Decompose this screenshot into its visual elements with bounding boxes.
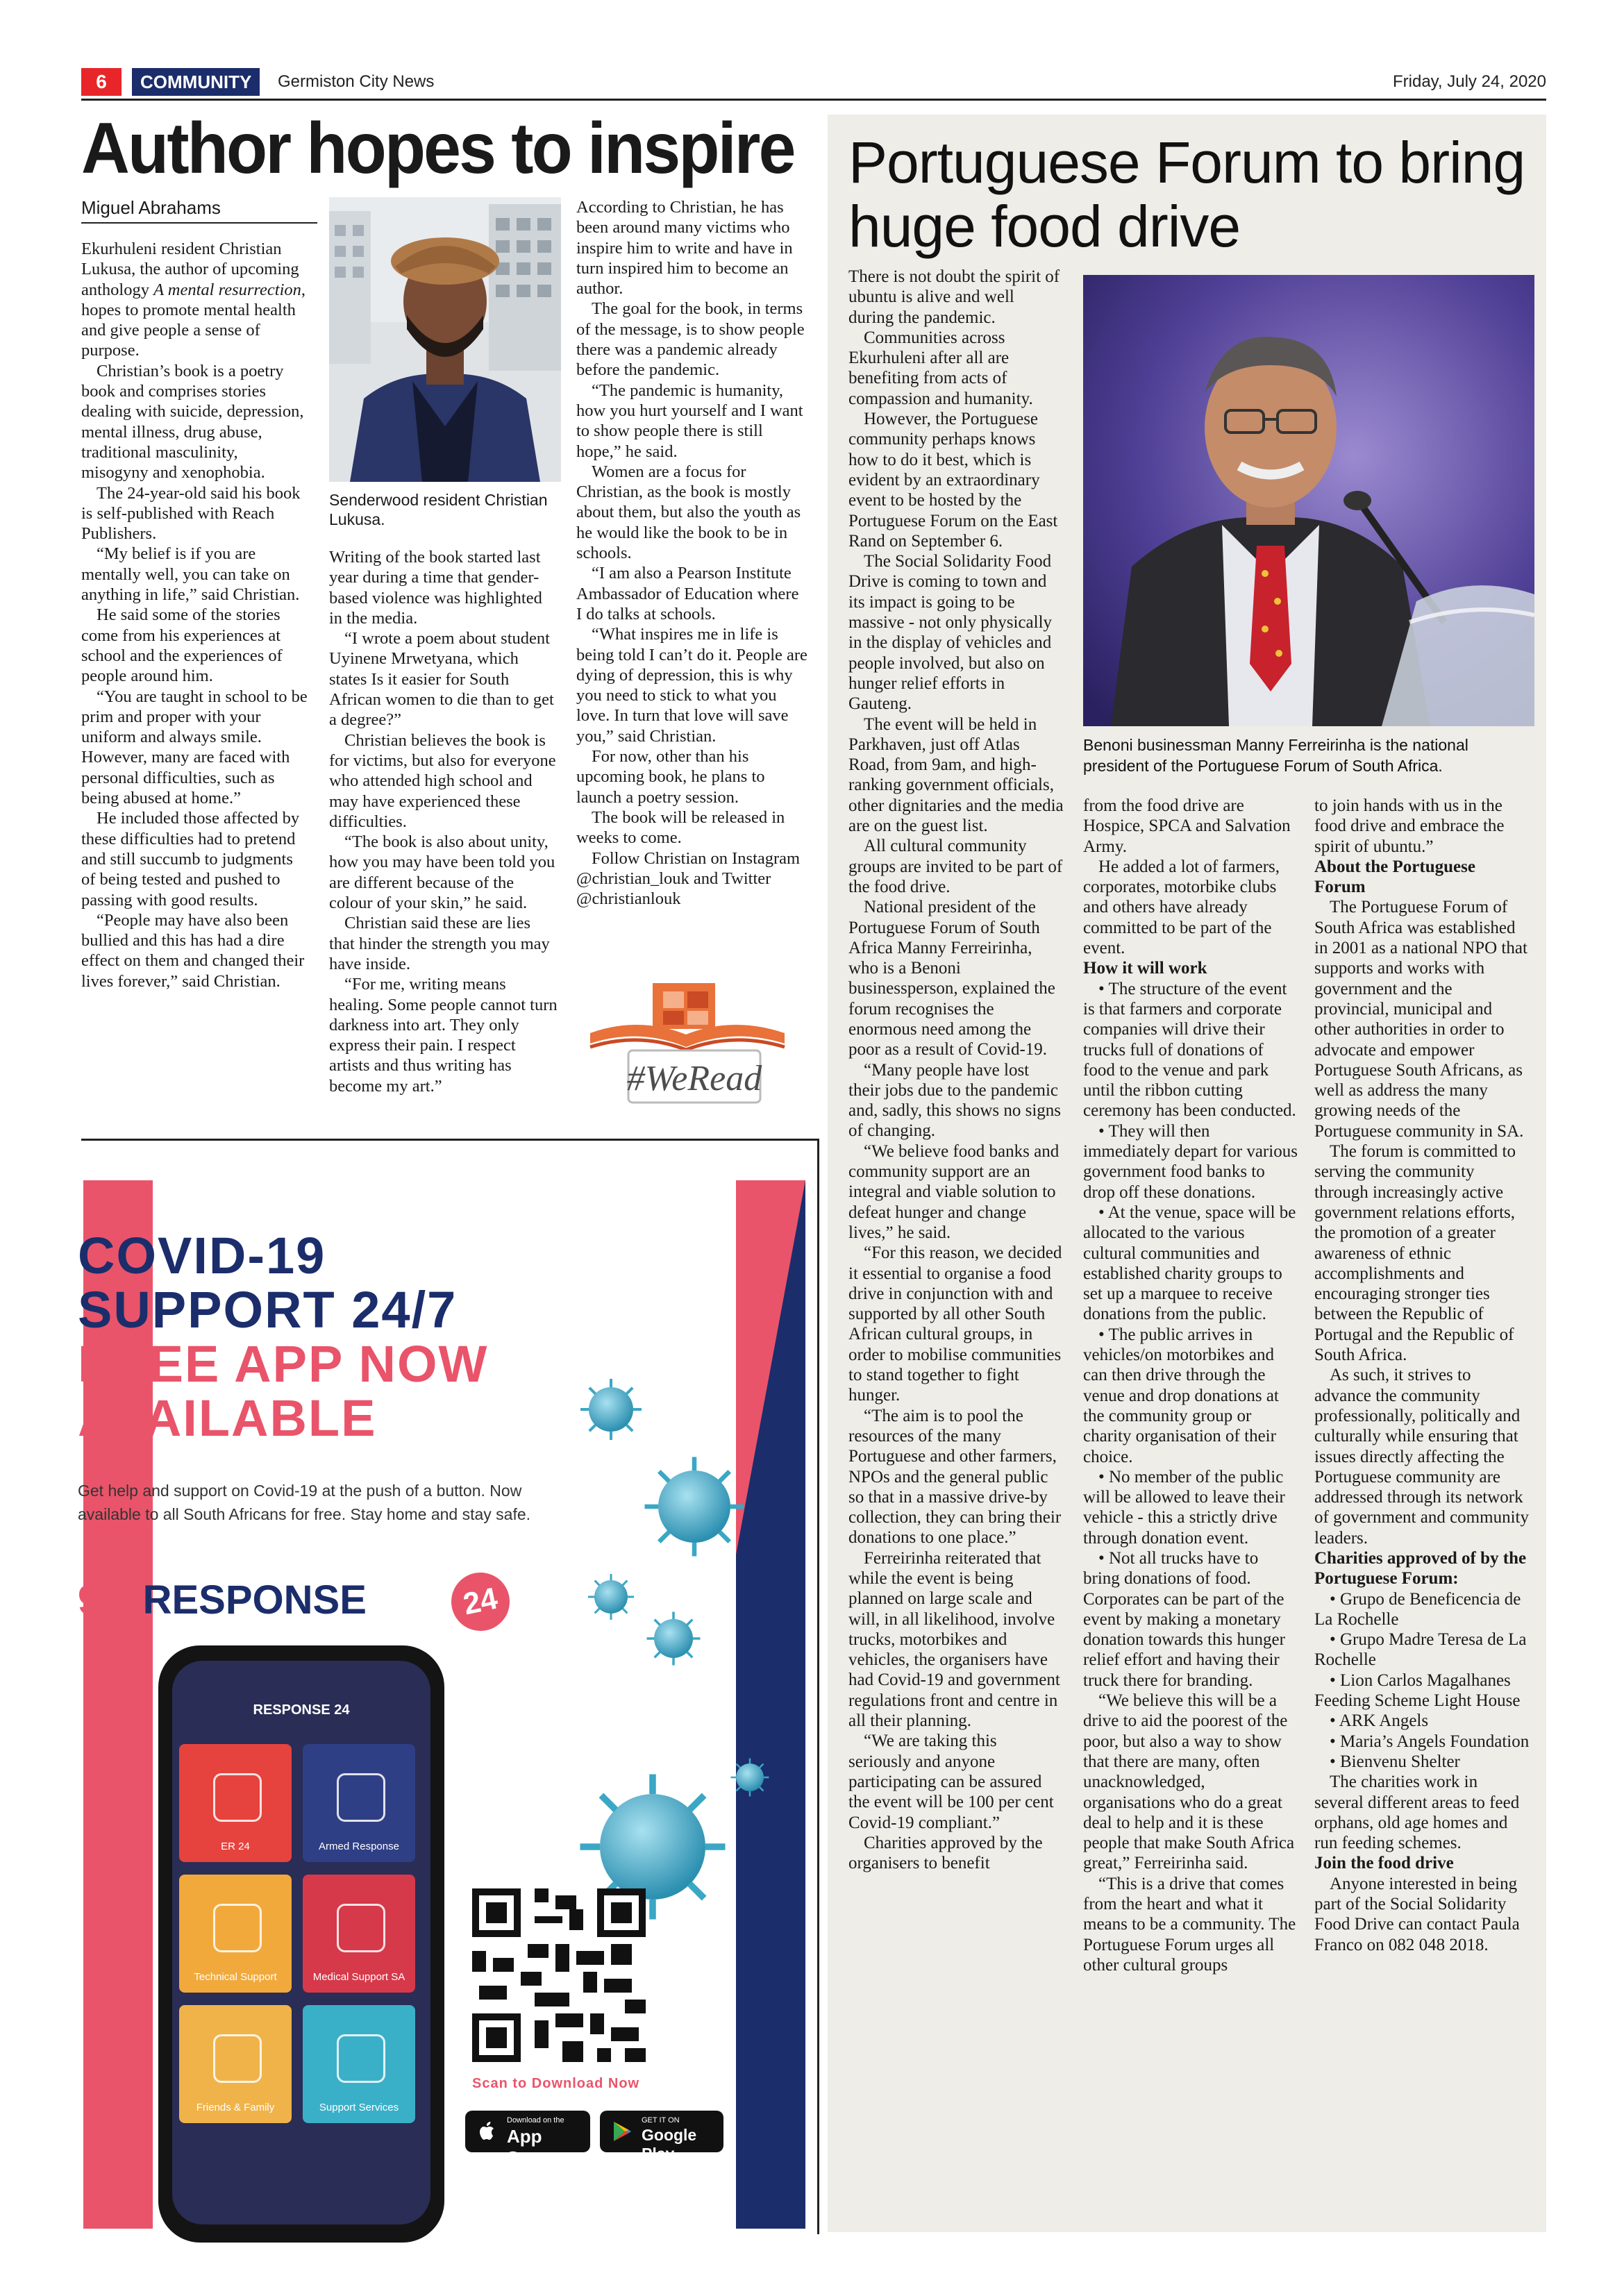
paragraph: • They will then immediately depart for various government food banks to drop off these donations. [1083, 1121, 1298, 1202]
paragraph: “People may have also been bullied and this has had a dire effect on them and changed their lives forever,” said Christian. [81, 910, 305, 991]
paragraph: The Portuguese Forum of South Africa was established in 2001 as a national NPO that supports and works with government and the provincial, municipal and other authorities in order to advocate and empower Portuguese South Africans, as well as address the many growing needs of the Portuguese community in SA. [1314, 898, 1527, 1141]
paragraph: The event will be held in Parkhaven, just off Atlas Road, from 9am, and high-ranking government officials, other dignitaries and the media are on the guest list. [848, 714, 1064, 836]
paragraph: Follow Christian on Instagram @christian_louk and Twitter @christianlouk [576, 848, 801, 909]
story2-column-2 [1083, 796, 1298, 1975]
app-store-large: App Store [507, 2126, 553, 2168]
paragraph: • The public arrives in vehicles/on motorbikes and can then drive through the venue and drop donations at the community group or charity organisation of their choice. [1083, 1325, 1279, 1466]
app-tile-technical-support [179, 1875, 292, 1993]
story1-column-3 [576, 197, 808, 909]
author-photo [329, 197, 561, 482]
medical-icon [337, 1904, 385, 1952]
paragraph: • ARK Angels [1330, 1711, 1429, 1731]
paragraph: “You are taught in school to be prim and proper with your uniform and always smile. However, many are faced with personal difficulties, such as being abused at home.” [81, 687, 308, 808]
paragraph: “I wrote a poem about student Uyinene Mrwetyana, which states Is it easier for South African women to die than to get a degree?” [329, 629, 554, 730]
app-tile-friends-family [179, 2005, 292, 2123]
paragraph: Charities approved by the organisers to benefit [848, 1833, 1043, 1873]
paragraph: • Lion Carlos Magalhanes Feeding Scheme Light House [1314, 1670, 1521, 1711]
paragraph: “We believe food banks and community support are an integral and viable solution to defeat hunger and change lives,” he said. [848, 1141, 1060, 1242]
app-tile-label: Medical Support SA [312, 1971, 405, 1983]
paragraph: “We believe this will be a drive to aid the poorest of the poor, but also a way to show that there are many, often unacknowledged, organisations who do a great deal to help and it is these people that make South Africa great,” Ferreirinha said. [1083, 1691, 1295, 1873]
paragraph: “We are taking this seriously and anyone participating can be assured the event will be 100 per cent Covid-19 compliant.” [848, 1732, 1054, 1832]
ad-headline-2-line-1: FREE APP NOW [78, 1335, 489, 1393]
subheading: Charities approved of by the Portuguese Forum: [1314, 1548, 1527, 1589]
paragraph: The forum is committed to serving the community through increasingly active government relations efforts, the promotion of a greater awareness of ethnic accomplishments and encouraging stronger ties between the Republic of Portugal and the Republic of South Africa. [1314, 1142, 1516, 1365]
paragraph: For now, other than his upcoming book, he plans to launch a poetry session. [576, 747, 765, 807]
ad-headline-2-line-2: AVAILABLE [78, 1389, 377, 1447]
paragraph: “My belief is if you are mentally well, you can take on anything in life,” said Christian. [81, 544, 300, 605]
ad-body-text: Get help and support on Covid-19 at the push of a button. Now available to all South Africans for free. Stay home and stay safe. [78, 1482, 531, 1523]
subheading: Join the food drive [1314, 1854, 1454, 1873]
paragraph: “I am also a Pearson Institute Ambassador of Education where I do talks at schools. [576, 564, 799, 623]
ad-headline-1-line-2: SUPPORT 24/7 [78, 1281, 458, 1339]
paragraph: Ekurhuleni resident Christian Lukusa, the author of upcoming anthology A mental resurrection, hopes to promote mental health and give people a sense of purpose. [81, 240, 306, 360]
paragraph: • Not all trucks have to bring donations of food. Corporates can be part of the event by making a monetary donation towards this hunger relief effort and having their truck there for branding. [1083, 1548, 1285, 1690]
google-play-small: GET IT ON [642, 2116, 680, 2125]
story1-headline: Author hopes to inspire [81, 108, 794, 189]
paragraph: However, the Portuguese community perhaps knows how to do it best, which is evident by an extraordinary event to be hosted by the Portuguese Forum on the East Rand on September 6. [848, 410, 1058, 551]
paragraph: Writing of the book started last year during a time that gender-based violence was highlighted in the media. [329, 548, 542, 628]
app-title: RESPONSE 24 [253, 1702, 350, 1718]
paragraph: Anyone interested in being part of the Social Solidarity Food Drive can contact Paula Franco on 082 048 2018. [1314, 1874, 1520, 1954]
weread-logo-text: #WeRead [626, 1059, 762, 1098]
google-play-icon [610, 2119, 635, 2144]
paragraph: Christian believes the book is for victims, but also for everyone who attended high school and may have experienced these difficulties. [329, 730, 556, 831]
story1-byline: Miguel Abrahams [81, 196, 317, 224]
paragraph: “The pandemic is humanity, how you hurt yourself and I want to show people there is still hope,” he said. [576, 380, 803, 461]
paragraph: • Grupo de Beneficencia de La Rochelle [1314, 1589, 1521, 1629]
paragraph: The charities work in several different areas to feed orphans, old age homes and run feeding schemes. [1314, 1773, 1520, 1853]
app-store-button[interactable] [465, 2111, 590, 2168]
ad-brand [78, 1576, 367, 1625]
subheading: How it will work [1083, 959, 1207, 978]
ad-headline-2 [78, 1337, 488, 1446]
speaker-photo-caption: Benoni businessman Manny Ferreirinha is the national president of the Portuguese Forum of South Africa. [1083, 736, 1468, 775]
paragraph: According to Christian, he has been around many victims who inspire him to write and have in turn inspired him to become an author. [576, 198, 793, 299]
paragraph: The Social Solidarity Food Drive is coming to town and its impact is going to be massive - not only physically in the display of vehicles and people involved, but also on hunger relief efforts in Gauteng. [848, 552, 1053, 714]
paragraph: “Many people have lost their jobs due to the pandemic and, sadly, this shows no signs of changing. [848, 1060, 1062, 1141]
paragraph: • Bienvenu Shelter [1330, 1752, 1460, 1771]
paragraph: “This is a drive that comes from the heart and what it means to be a community. The Portuguese Forum urges all other cultural groups [1083, 1874, 1296, 1975]
paragraph: Christian said these are lies that hinder the strength you may have inside. [329, 914, 550, 973]
google-play-large: Google Play [642, 2126, 697, 2163]
app-tile-support-services [303, 2005, 415, 2123]
ambulance-icon [213, 1773, 262, 1822]
paper-name: Germiston City News [278, 72, 435, 91]
family-icon [213, 2034, 262, 2083]
app-tile-medical-support [303, 1875, 415, 1993]
paragraph: • Maria’s Angels Foundation [1330, 1732, 1530, 1751]
paragraph: Women are a focus for Christian, as the book is mostly about them, but also the youth as he would like the book to be in schools. [576, 462, 801, 563]
paragraph: He said some of the stories come from his experiences at school and the experiences of people around him. [81, 605, 283, 686]
paragraph: The 24-year-old said his book is self-published with Reach Publishers. [81, 483, 301, 544]
header-rule [81, 99, 1546, 101]
paragraph: • Grupo Madre Teresa de La Rochelle [1314, 1630, 1527, 1670]
page-number: 6 [81, 68, 122, 96]
ad-brand-911: 911 [78, 1577, 143, 1623]
subheading: About the Portuguese Forum [1314, 857, 1475, 897]
app-tile-label: Technical Support [194, 1971, 277, 1983]
paragraph: to join hands with us in the food drive and embrace the spirit of ubuntu.” [1314, 796, 1505, 856]
ad-brand-response: RESPONSE [142, 1577, 367, 1623]
paragraph: He included those affected by these difficulties had to pretend and still succumb to judgments of being tested and pushed to passing with good results. [81, 809, 300, 910]
paragraph: The goal for the book, in terms of the message, is to show people there was a pandemic already before the pandemic. [576, 299, 805, 380]
author-photo-caption: Senderwood resident Christian Lukusa. [329, 491, 548, 528]
paragraph: “For this reason, we decided it essential to organise a food drive in conjunction with and supported by all other South African cultural groups, in order to mobilise communities to stand together to fight hunger. [848, 1243, 1062, 1405]
paragraph: All cultural community groups are invited to be part of the food drive. [848, 837, 1063, 896]
apple-icon [475, 2119, 500, 2144]
section-label: COMMUNITY [132, 68, 260, 96]
app-tile-label: Armed Response [319, 1841, 399, 1852]
hands-icon [337, 2034, 385, 2083]
paragraph: He added a lot of farmers, corporates, motorbike clubs and others have already committed to be part of the event. [1083, 857, 1280, 958]
paragraph: • No member of the public will be allowed to leave their vehicle - this a strictly drive through donation event. [1083, 1467, 1285, 1548]
ad-headline-1-line-1: COVID-19 [78, 1227, 326, 1284]
paragraph: The book will be released in weeks to come. [576, 807, 785, 848]
paragraph: There is not doubt the spirit of ubuntu is alive and well during the pandemic. [848, 267, 1060, 327]
paragraph: Communities across Ekurhuleni after all are benefiting from acts of compassion and humanity. [848, 328, 1033, 408]
weread-logo [576, 978, 805, 1109]
app-tile-er24 [179, 1744, 292, 1862]
ad-brand-24-badge: 24 [446, 1567, 515, 1636]
paragraph: “The aim is to pool the resources of the many Portuguese and other farmers, NPOs and the general public so that in a massive drive-by collection, they can bring their donations to one place.” [848, 1406, 1062, 1548]
story1-column-1 [81, 239, 309, 991]
paragraph: “The book is also about unity, how you may have been told you are different because of the colour of your skin,” he said. [329, 832, 555, 913]
app-tile-label: Support Services [319, 2102, 399, 2113]
app-tile-armed-response [303, 1744, 415, 1862]
story2-column-1 [848, 267, 1064, 1873]
paragraph: National president of the Portuguese Forum of South Africa Manny Ferreirinha, who is a Benoni businessperson, explained the forum recognises the enormous need among the poor as a result of Covid-19. [848, 898, 1055, 1059]
app-tile-label: ER 24 [221, 1841, 250, 1852]
paragraph: from the food drive are Hospice, SPCA and Salvation Army. [1083, 796, 1291, 856]
google-play-button[interactable] [600, 2111, 723, 2163]
paragraph: “For me, writing means healing. Some people cannot turn darkness into art. They only express their pain. I respect artists and thus writing has become my art.” [329, 975, 558, 1096]
paragraph: • At the venue, space will be allocated to the various cultural communities and established charity groups to set up a marquee to receive donations from the public. [1083, 1203, 1296, 1324]
qr-code-icon[interactable] [472, 1888, 646, 2062]
scan-to-download: Scan to Download Now [472, 2076, 640, 2091]
story1-column-2 [329, 547, 560, 1096]
shield-icon [337, 1773, 385, 1822]
app-tile-label: Friends & Family [196, 2102, 275, 2113]
paragraph: As such, it strives to advance the community professionally, politically and culturally while ensuring that issues directly affecting the Portuguese community are addressed through its network of government and community leaders. [1314, 1366, 1529, 1548]
speaker-photo [1083, 275, 1534, 726]
issue-date: Friday, July 24, 2020 [1392, 72, 1546, 91]
paragraph: • The structure of the event is that farmers and corporate companies will drive their trucks full of donations of food to the venue and park until the ribbon cutting ceremony has been conducted. [1083, 979, 1296, 1121]
story2-column-3 [1314, 796, 1530, 1955]
paragraph: Christian’s book is a poetry book and comprises stories dealing with suicide, depression, mental illness, drug abuse, traditional masculinity, misogyny and xenophobia. [81, 361, 304, 483]
ad-headline-1 [78, 1229, 457, 1337]
paragraph: “What inspires me in life is being told I can’t do it. People are dying of depression, this is why you need to stick to what you love. In turn that love will save you,” said Christian. [576, 625, 807, 746]
paragraph: Ferreirinha reiterated that while the event is being planned on large scale and will, in all likelihood, involve trucks, motorbikes and vehicles, the organisers have had Covid-19 and government regulations front and centre in all their planning. [848, 1548, 1060, 1731]
app-store-small: Download on the [507, 2116, 564, 2125]
gear-icon [213, 1904, 262, 1952]
story2-headline: Portuguese Forum to bring huge food drive [848, 130, 1525, 259]
